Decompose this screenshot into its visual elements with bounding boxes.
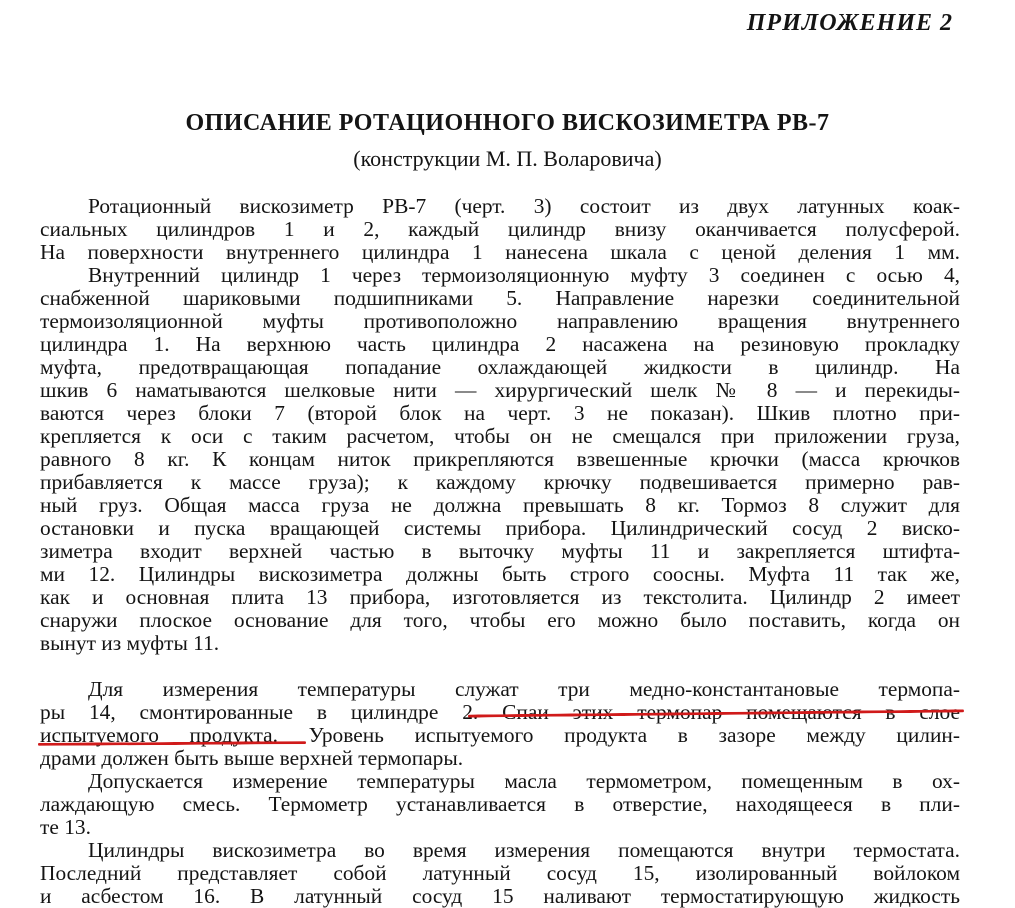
page-subtitle: (конструкции М. П. Воларовича) (353, 146, 662, 171)
text-line: снабженной шариковыми подшипниками 5. Направление нарезки соединительной (40, 286, 960, 310)
text-line: термоизоляционной муфты противоположно направлению вращения внутреннего (40, 309, 960, 333)
text-line: ваются через блоки 7 (второй блок на черт. 3 не показан). Шкив плотно при- (40, 401, 960, 425)
text-line: На поверхности внутреннего цилиндра 1 нанесена шкала с ценой деления 1 мм. (40, 240, 960, 264)
text-line: остановки и пуска вращающей системы прибора. Цилиндрический сосуд 2 виско- (40, 516, 960, 540)
text-line: драми должен быть выше верхней термопары. (40, 746, 464, 770)
text-line: Ротационный вискозиметр РВ-7 (черт. 3) состоит из двух латунных коак- (88, 194, 960, 218)
text-line: и асбестом 16. В латунный сосуд 15 наливают термостатирующую жидкость (40, 884, 960, 908)
text-line: вынут из муфты 11. (40, 631, 220, 655)
text-line: прибавляется к массе груза); к каждому крючку подвешивается примерно рав- (40, 470, 960, 494)
text-line: испытуемого продукта. Уровень испытуемого продукта в зазоре между цилин- (40, 723, 960, 747)
text-line: Для измерения температуры служат три медно-константановые термопа- (88, 677, 960, 701)
text-line: ми 12. Цилиндры вискозиметра должны быть строго соосны. Муфта 11 так же, (40, 562, 960, 586)
text-line: как и основная плита 13 прибора, изготовляется из текстолита. Цилиндр 2 имеет (40, 585, 960, 609)
text-line: зиметра входит верхней частью в выточку муфты 11 и закрепляется штифта- (40, 539, 960, 563)
page-title: ОПИСАНИЕ РОТАЦИОННОГО ВИСКОЗИМЕТРА РВ-7 (185, 110, 830, 136)
text-line: лаждающую смесь. Термометр устанавливается в отверстие, находящееся в пли- (40, 792, 960, 816)
text-line: Последний представляет собой латунный сосуд 15, изолированный войлоком (40, 861, 960, 885)
text-line: равного 8 кг. К концам ниток прикрепляются взвешенные крючки (масса крючков (40, 447, 960, 471)
text-line: цилиндра 1. На верхнюю часть цилиндра 2 насажена на резиновую прокладку (40, 332, 960, 356)
text-line: Цилиндры вискозиметра во время измерения помещаются внутри термостата. (88, 838, 960, 862)
text-line: ры 14, смонтированные в цилиндре 2. Спаи этих термопар помещаются в слое (40, 700, 960, 724)
text-line: шкив 6 наматываются шелковые нити — хирургический шелк № 8 — и перекиды- (40, 378, 960, 402)
appendix-label: ПРИЛОЖЕНИЕ 2 (746, 10, 953, 36)
text-line: Внутренний цилиндр 1 через термоизоляционную муфту 3 соединен с осью 4, (88, 263, 960, 287)
text-line: сиальных цилиндров 1 и 2, каждый цилиндр внизу оканчивается полусферой. (40, 217, 960, 241)
text-line: муфта, предотвращающая попадание охлаждающей жидкости в цилиндр. На (40, 355, 960, 379)
text-line: снаружи плоское основание для того, чтобы его можно было поставить, когда он (40, 608, 960, 632)
text-line: те 13. (40, 815, 91, 839)
text-line: Допускается измерение температуры масла термометром, помещенным в ох- (88, 769, 960, 793)
text-line: крепляется к оси с таким расчетом, чтобы он не смещался при приложении груза, (40, 424, 960, 448)
text-line: ный груз. Общая масса груза не должна превышать 8 кг. Тормоз 8 служит для (40, 493, 960, 517)
